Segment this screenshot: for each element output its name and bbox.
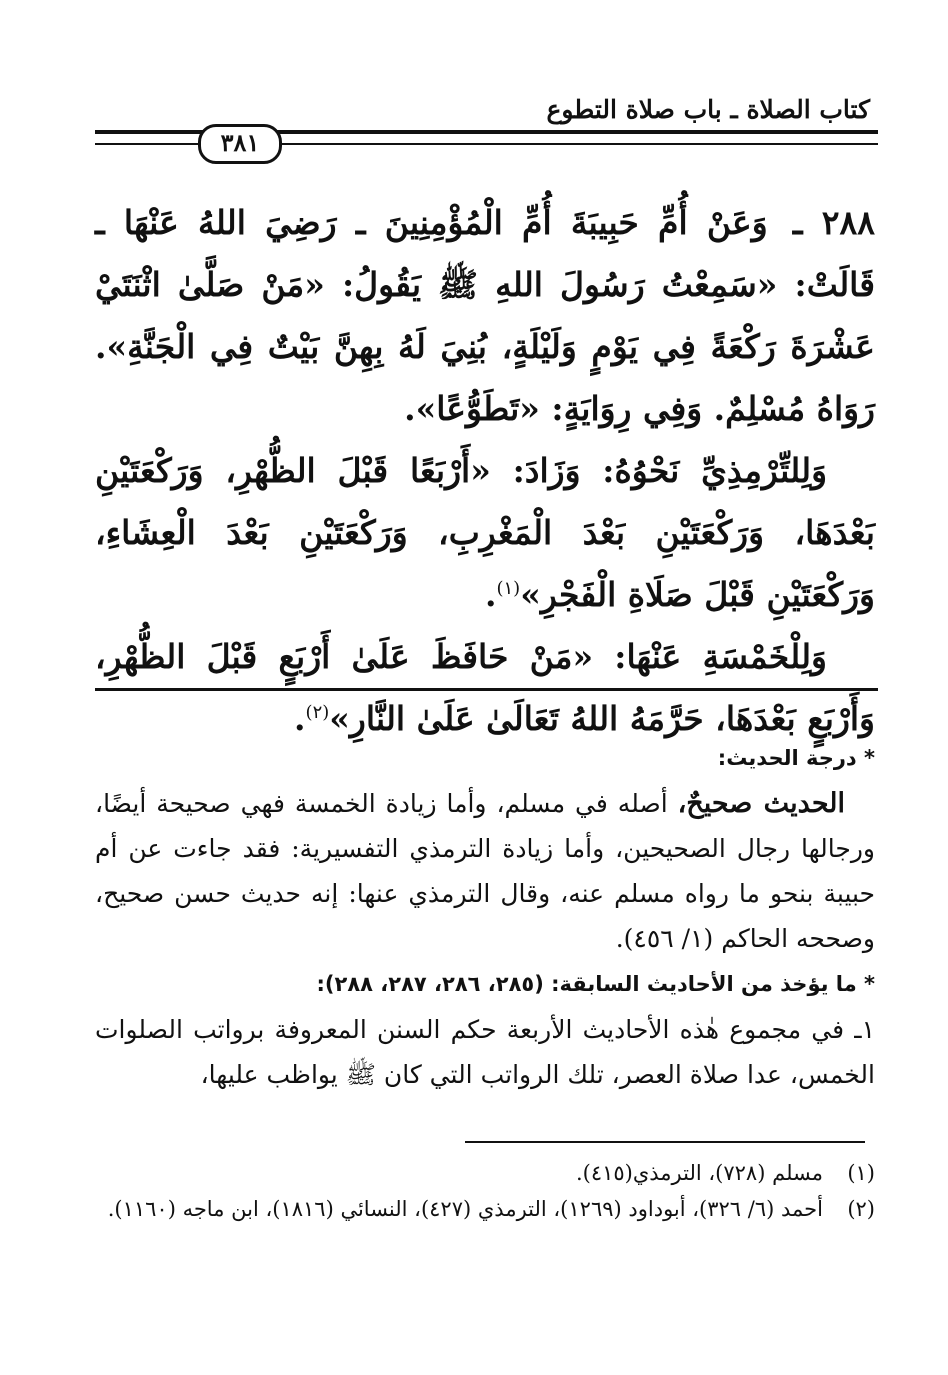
footnote-marker: (١)	[847, 1161, 875, 1185]
lesson-item-1: ١ـ في مجموع هٰذه الأحاديث الأربعة حكم السنن المعروفة برواتب الصلوات الخمس، عدا صلاة العصر، تلك الرواتب التي كان ﷺ يواظب عليها،	[95, 1015, 875, 1089]
grade-paragraph	[95, 781, 875, 961]
footnote-marker: (٢)	[847, 1197, 875, 1221]
footnotes	[95, 1155, 875, 1227]
khamsa-narration: وَلِلْخَمْسَةِ عَنْهَا: «مَنْ حَافَظَ عَلَىٰ أَرْبَعٍ قَبْلَ الظُّهْرِ، وَأَرْبَعٍ بَعْدَهَا، حَرَّمَهُ اللهُ تَعَالَىٰ عَلَىٰ النَّارِ»	[95, 637, 875, 738]
lessons-heading: * ما يؤخذ من الأحاديث السابقة: (٢٨٥، ٢٨٦، ٢٨٧، ٢٨٨):	[316, 972, 875, 996]
hadith-number: ٢٨٨ ـ	[792, 203, 875, 242]
footnote-ref-2[interactable]: (٢)	[305, 702, 330, 723]
grade-text: أصله في مسلم، وأما زيادة الخمسة فهي صحيحة أيضًا، ورجالها رجال الصحيحين، وأما زيادة الترمذي التفسيرية: فقد جاءت عن أم حبيبة بنحو ما رواه مسلم عنه، وقال الترمذي عنها: إنه حديث حسن صحيح، وصححه الحاكم (١/ ٤٥٦).	[95, 789, 875, 953]
page-number: ٣٨١	[198, 124, 282, 164]
commentary-block	[95, 735, 875, 1097]
footnote-divider	[465, 1141, 865, 1143]
footnote-ref-1[interactable]: (١)	[496, 578, 521, 599]
tirmidhi-addition: وَلِلتِّرْمِذِيِّ نَحْوُهُ: وَزَادَ: «أَرْبَعًا قَبْلَ الظُّهْرِ، وَرَكْعَتَيْنِ بَعْدَهَا، وَرَكْعَتَيْنِ بَعْدَ الْمَغْرِبِ، وَرَكْعَتَيْنِ بَعْدَ الْعِشَاءِ، وَرَكْعَتَيْنِ قَبْلَ صَلَاةِ الْفَجْرِ»	[95, 451, 875, 614]
running-title: كتاب الصلاة ـ باب صلاة التطوع	[546, 95, 870, 124]
hadith-paragraph-1	[95, 192, 875, 440]
footnote-2	[95, 1191, 875, 1227]
section-divider	[95, 688, 878, 691]
footnote-text: مسلم (٧٢٨)، الترمذي(٤١٥).	[575, 1161, 823, 1185]
hadith-text: وَعَنْ أُمِّ حَبِيبَةَ أُمِّ الْمُؤْمِنِينَ ـ رَضِيَ اللهُ عَنْهَا ـ قَالَتْ: «سَمِعْتُ رَسُولَ اللهِ ﷺ يَقُولُ: «مَنْ صَلَّىٰ اثْنَتَيْ عَشْرَةَ رَكْعَةً فِي يَوْمٍ وَلَيْلَةٍ، بُنِيَ لَهُ بِهِنَّ بَيْتٌ فِي الْجَنَّةِ». رَوَاهُ مُسْلِمٌ. وَفِي رِوَايَةٍ: «تَطَوُّعًا».	[95, 203, 875, 428]
footnote-1	[95, 1155, 875, 1191]
hadith-paragraph-2	[95, 440, 875, 626]
period: .	[484, 575, 497, 614]
grade-lead: الحديث صحيحٌ،	[677, 788, 845, 819]
period: .	[294, 699, 306, 738]
grade-heading: * درجة الحديث:	[717, 746, 875, 770]
footnote-text: أحمد (٦/ ٣٢٦)، أبوداود (١٢٦٩)، الترمذي (٤٢٧)، النسائي (١٨١٦)، ابن ماجه (١١٦٠).	[107, 1197, 823, 1221]
hadith-block	[95, 192, 875, 750]
